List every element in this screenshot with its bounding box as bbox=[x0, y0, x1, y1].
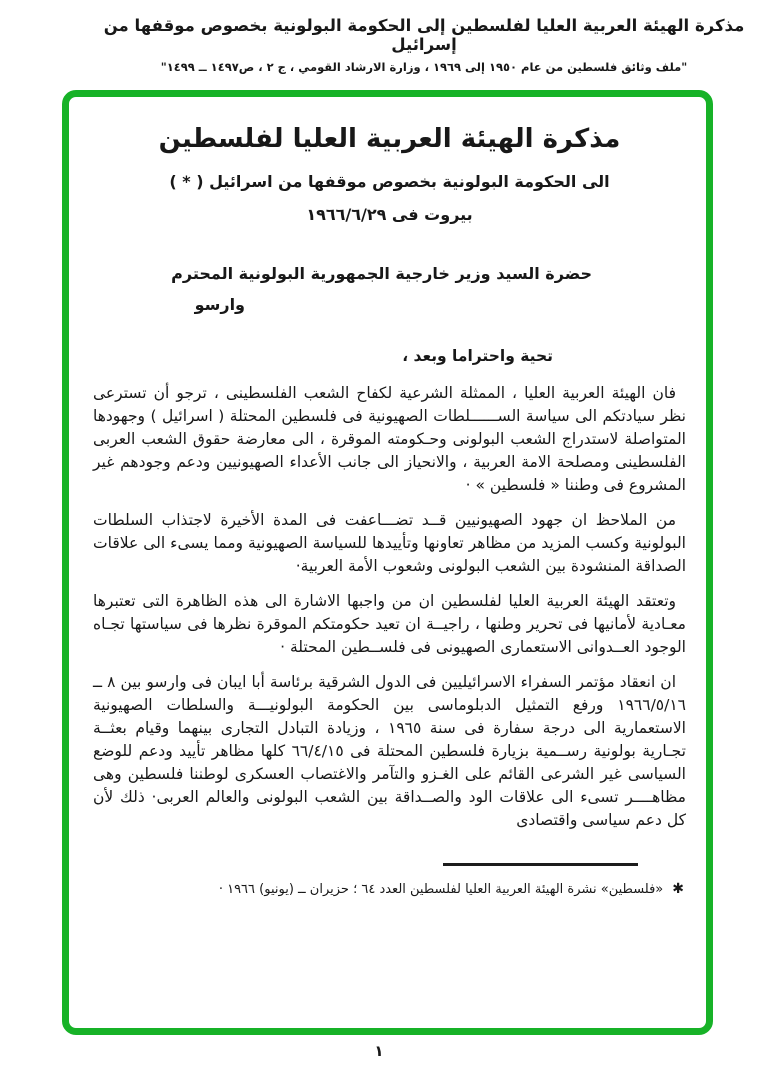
document-title: مذكرة الهيئة العربية العليا لفلسطين bbox=[158, 124, 621, 154]
source-header-title: مذكرة الهيئة العربية العليا لفلسطين إلى الحكومة البولونية بخصوص موقفها من إسرائيل bbox=[103, 16, 745, 54]
salutation-line: تحية واحتراما وبعد ، bbox=[402, 347, 553, 365]
footnote-text: «فلسطين» نشرة الهيئة العربية العليا لفلسطين العدد ٦٤ ؛ حزيران ــ (يونيو) ١٩٦٦ · bbox=[218, 882, 664, 897]
paragraph-2: من الملاحظ ان جهود الصهيونيين قــد تضـــاعفت فى المدة الأخيرة لاجتذاب السلطات البولونية وكسب المزيد من مظاهر تعاونها وتأييدها للسياسة الصهيونية ومما يسىء الى علاقات الصداقة المنشودة بين الشعب البولونى وشعوب الأمة العربية· bbox=[93, 511, 686, 575]
paragraph-3: وتعتقد الهيئة العربية العليا لفلسطين ان من واجبها الاشارة الى هذه الظاهرة التى تعتبرها معـادية لأمانيها فى تحرير وطنها ، راجيــة ان تعيد حكومتكم الموقرة نظرها فى سياستها تجـاه الوجود العــدوانى الاستعمارى الصهيونى فى فلســطين المحتلة · bbox=[93, 592, 686, 656]
document-body bbox=[69, 97, 706, 1028]
document-subtitle: الى الحكومة البولونية بخصوص موقفها من اسرائيل ( * ) bbox=[169, 172, 610, 191]
paragraph-4: ان انعقاد مؤتمر السفراء الاسرائيليين فى الدول الشرقية برئاسة أبا ايبان فى وارسو بين ٨ ــ ١٩٦٦/٥/١٦ ورفع التمثيل الدبلوماسى بين الحكومة البولونيـــة والسلطات الصهيونية الاستعمارية الى درجة سفارة فى سنة ١٩٦٥ ، وزيادة التبادل التجارى بينهما وقيام بعثــة تجـارية بولونية رســمية بزيارة فلسطين المحتلة فى ٦٦/٤/١٥ كلها مظاهر تأييد ودعم للوضع السياسى غير الشرعى القائم على الغـزو والتآمر والاغتصاب العسكرى لوطننا فلسطين وهى مظاهــــر تسىء الى علاقات الود والصــداقة بين الشعب البولونى والعالم العربى· ذلك لأن كل دعم سياسى واقتصادى bbox=[93, 673, 686, 829]
page-number: ١ bbox=[374, 1042, 384, 1060]
paragraph-1: فان الهيئة العربية العليا ، الممثلة الشرعية لكفاح الشعب الفلسطينى ، ترجو أن تسترعى نظر سيادتكم الى سياسة الســــــلطات الصهيونية فى فلسطين المحتلة ( اسرائيل ) وجهودها المتواصلة لاستدراج الشعب البولونى وحـكومته الموقرة ، الى معارضة حقوق الشعب العربى الفلسطينى ومصلحة الامة العربية ، والانحياز الى جانب الأعداء الصهيونيين ودعم وجودهم غير المشروع فى وطننا « فلسطين » · bbox=[93, 384, 686, 494]
source-header-citation: "ملف وثائق فلسطين من عام ١٩٥٠ إلى ١٩٦٩ ، وزارة الارشاد القومي ، ج ٢ ، ص١٤٩٧ ــ ١٤٩٩" bbox=[160, 60, 688, 74]
addressee-line: حضرة السيد وزير خارجية الجمهورية البولونية المحترم bbox=[171, 264, 592, 283]
footnote-asterisk-marker: ✱ bbox=[672, 881, 684, 897]
footnote-separator-rule bbox=[443, 863, 638, 866]
document-dateline: بيروت فى ١٩٦٦/٦/٢٩ bbox=[306, 205, 473, 224]
addressee-city: وارسو bbox=[194, 295, 245, 314]
document-source-header bbox=[0, 16, 758, 74]
green-border-frame bbox=[62, 90, 713, 1035]
footnote bbox=[95, 880, 684, 899]
